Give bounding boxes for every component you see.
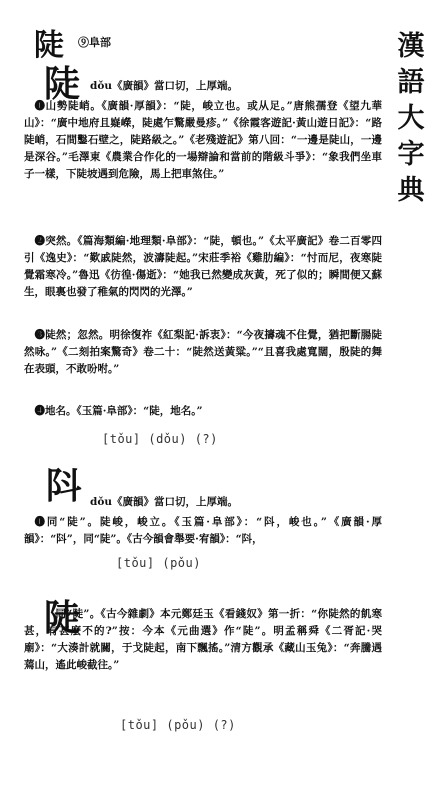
entry2-reading: dǒu《廣韻》當口切，上厚端。 (90, 496, 238, 508)
entry3-text: 同“陡”。《古今雜劇》本元鄭廷玉《看錢奴》第一折：“你陡然的飢寒甚，有甚麼不的?”按：今本《元曲選》作“陡”。明孟稱舜《二胥記·哭廟》：“大湊計就關，于戈陡起，南下飄搖。”清方觀承《藏山玉兔》：“奔騰遇蔫山，遙此峻截往。” (24, 608, 382, 671)
entry1-reading: dǒu《廣韻》當口切，上厚端。 (90, 80, 238, 92)
entry3-handwritten-note: [tǒu] (pǒu) (?) (120, 718, 236, 732)
entry1-sense-2: ❷突然。《篇海類編·地理類·阜部》：“陡，頓也。”《太平廣記》卷二百零四引《逸史》：“歎戚陡然，波濤陡起。”宋莊季裕《雞肋編》：“忖而尼，夜寒陡覺霜寒冷。”魯迅《彷徨·傷逝》：“她我已然變成灰黃，死了似的；瞬間便又蘇生，眼裏也發了稚氣的閃閃的光澤。” (24, 235, 382, 298)
radical-badge: ⑨阜部 (78, 36, 111, 49)
spine-char-1: 漢 (397, 31, 425, 62)
entry1-sense-1: ❶山勢陡峭。《廣韻·厚韻》：“陡，峻立也。或从足。”唐熊孺登《望九華山》：“廣中地府且嶷嶸，陡處乍驚嚴曼疹。”《徐霞客遊記·黃山遊日記》：“路陡峭，石間鑿石壁之，陡路級之。”《老殘遊記》第八回：“一邊是陡山，一邊是深谷。”毛澤東《農業合作化的一場辯論和當前的階級斗爭》：“象我們坐車子一樣，下陡坡遇到危險，馬上把車煞住。” (24, 100, 382, 180)
book-spine-title (393, 30, 429, 208)
entry1-sense-3: ❸陡然；忽然。明徐復祚《紅梨記·訴衷》：“今夜擣魂不住覺，猶把斷腸陡然咏。”《二刻拍案驚奇》卷二十：“陡然送黃粱。”“且喜我處寬闊，殷陡的舞在表頭，不敢吩咐。” (24, 329, 382, 375)
entry2-sense-1: ❶同“陡”。陡峻，峻立。《玉篇·阜部》：“阧，峻也。”《廣韻·厚韻》：“阧”，同“陡”。《古今韻會舉要·宥韻》：“阧， (24, 516, 382, 545)
entry3-headword: 陡 (44, 597, 81, 639)
entry1-headword: 陡 (44, 63, 81, 105)
entry2-headword: 阧 (46, 465, 83, 507)
spine-char-4: 字 (397, 139, 425, 170)
entry1-sense-4: ❹地名。《玉篇·阜部》：“陡，地名。” (34, 405, 203, 417)
spine-char-2: 語 (397, 67, 425, 98)
entry1-handwritten-note: [tǒu] (dǒu) (?) (102, 432, 218, 446)
entry2-handwritten-note: [tǒu] (pǒu) (116, 556, 201, 570)
spine-char-5: 典 (397, 175, 425, 206)
small-headword: 陡 (34, 28, 64, 63)
spine-char-3: 大 (397, 103, 425, 134)
